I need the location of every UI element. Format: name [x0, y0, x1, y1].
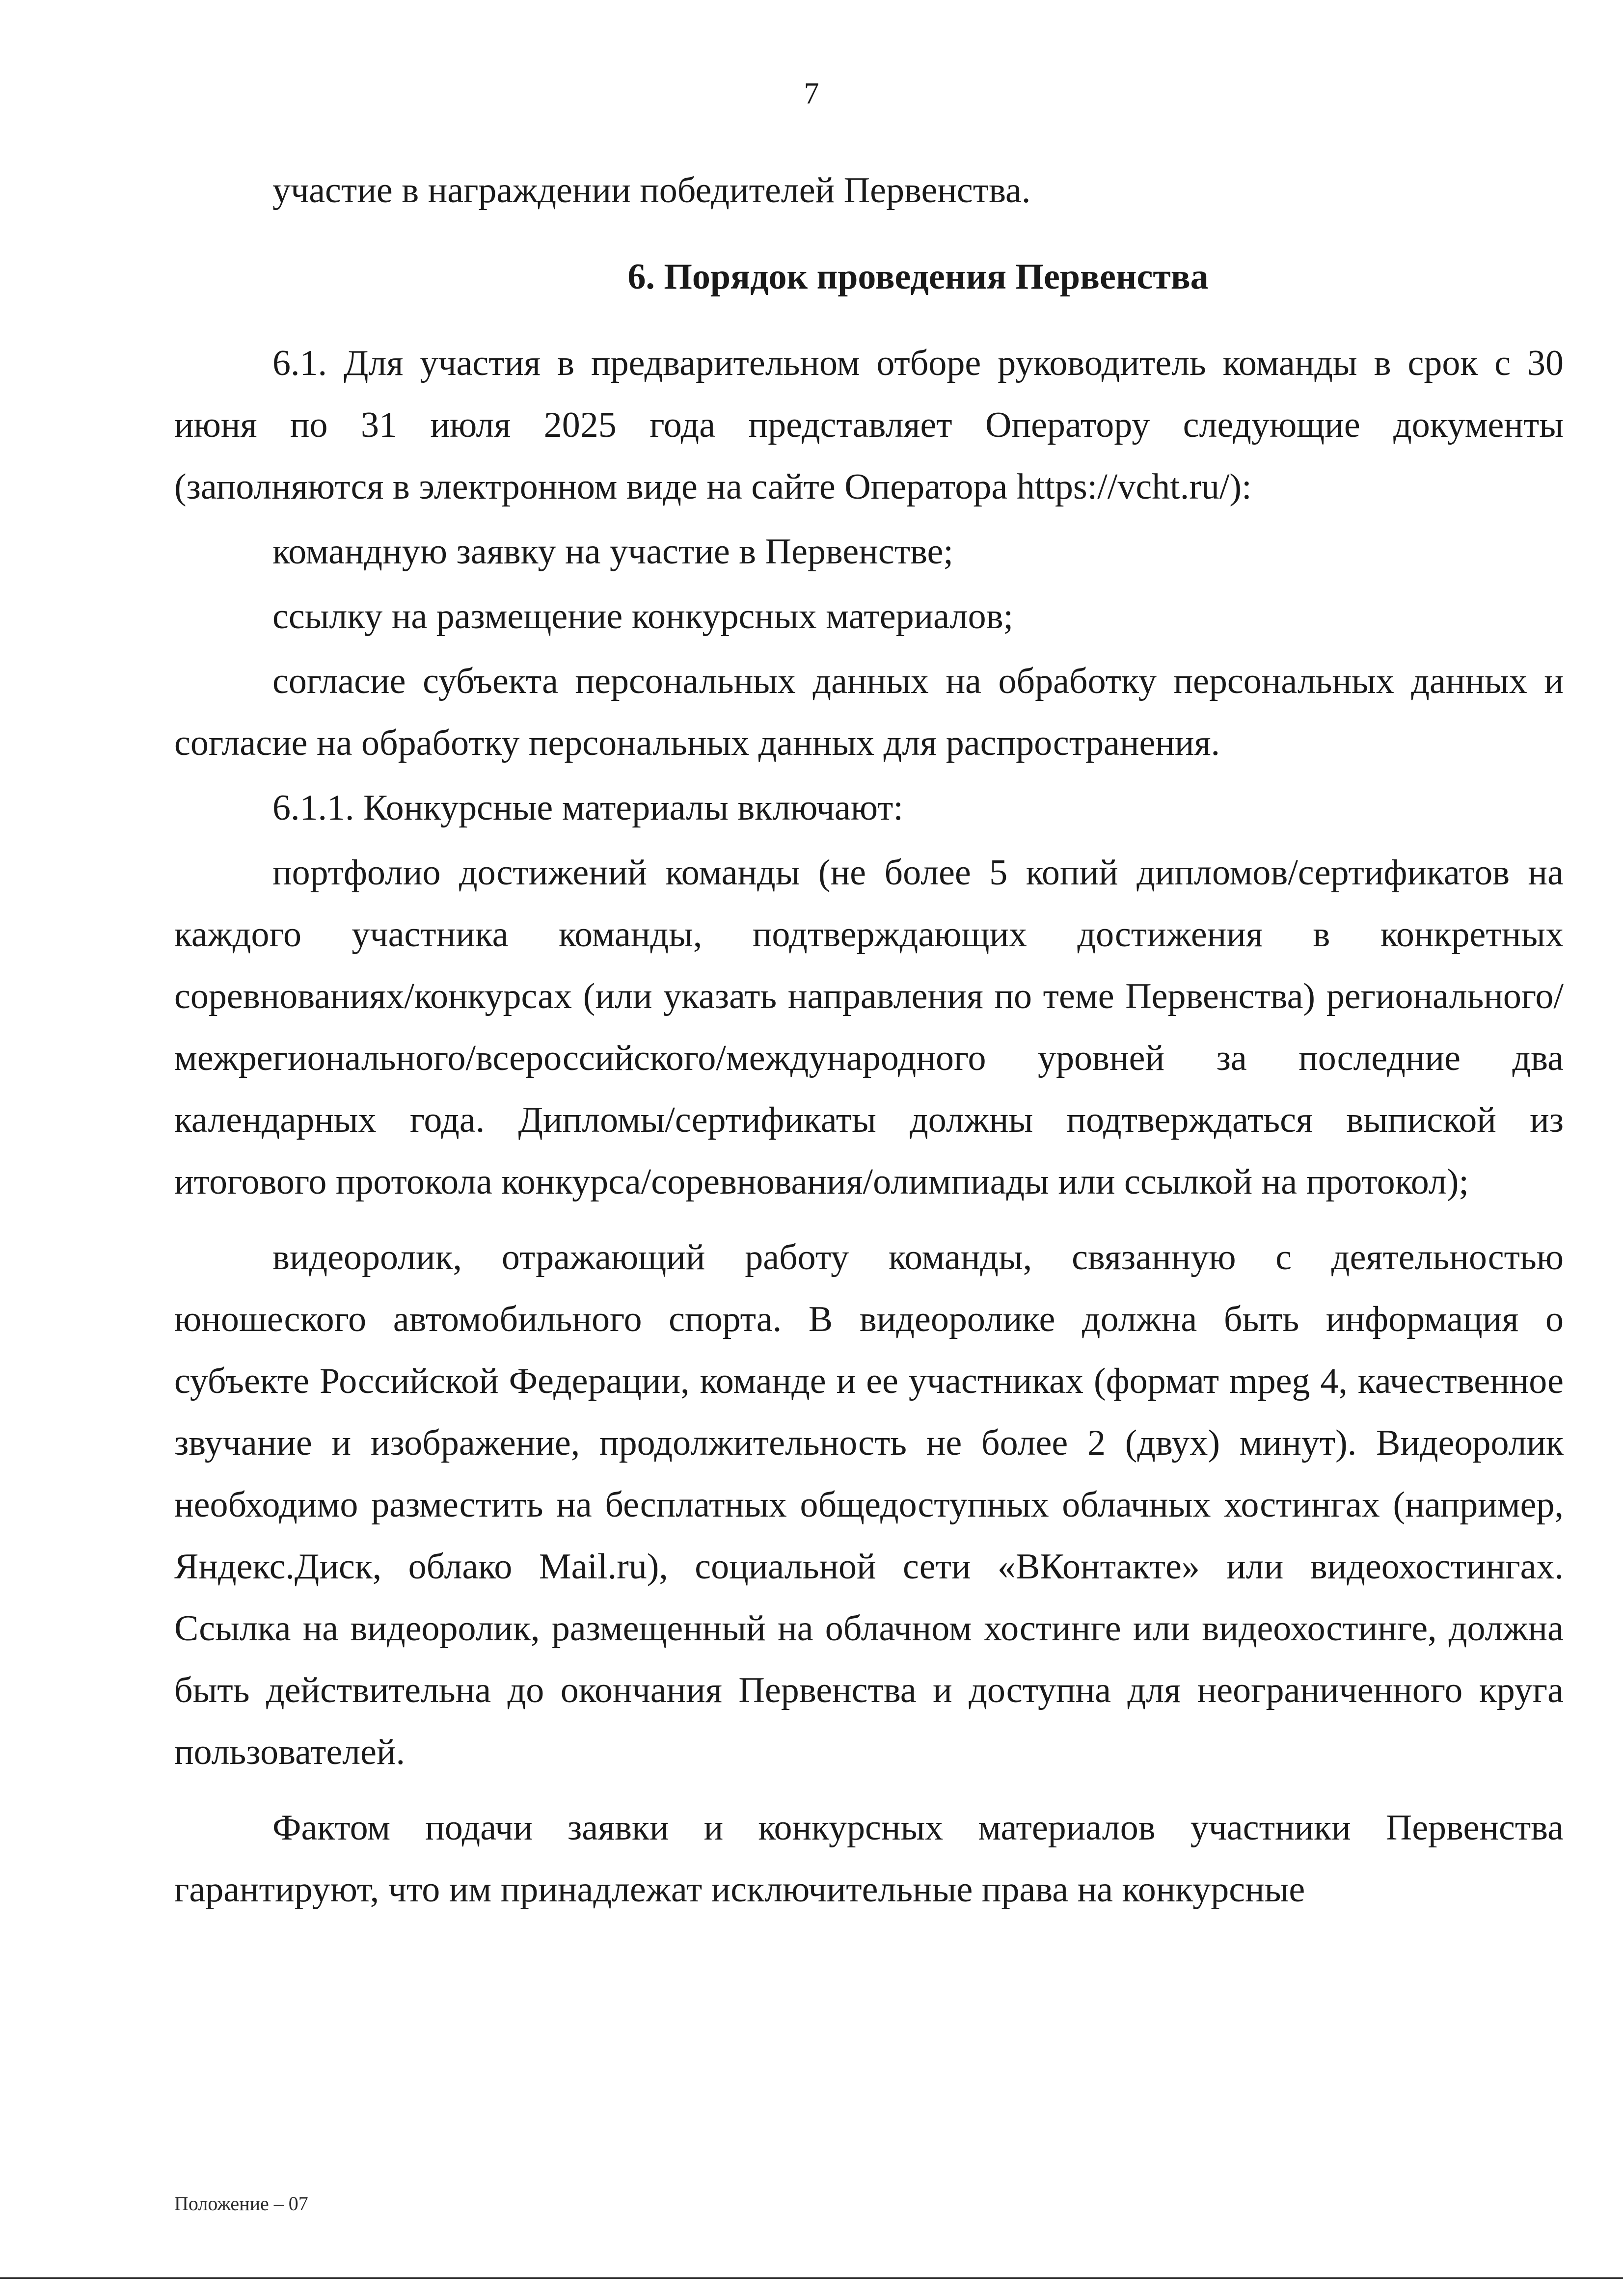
- page-bottom-divider: [0, 2277, 1623, 2279]
- list-item-portfolio: портфолио достижений команды (не более 5 копий дипломов/сертификатов на каждого участника команды, подтверждающих достижения в конкретных соревнованиях/конкурсах (или указать направления по теме Первенства) регионального/межрегионального/всероссийского/международного уровней за последние два календарных года. Дипломы/сертификаты должны подтверждаться выпиской из итогового протокола конкурса/соревнования/олимпиады или ссылкой на протокол);: [174, 853, 1564, 1202]
- paragraph-rights-guarantee: Фактом подачи заявки и конкурсных материалов участники Первенства гарантируют, что им принадлежат исключительные права на конкурсные: [174, 1808, 1564, 1910]
- paragraph-6-1: 6.1. Для участия в предварительном отборе руководитель команды в срок с 30 июня по 31 июля 2025 года представляет Оператору следующие документы (заполняются в электронном виде на сайте Оператора https://vcht.ru/):: [174, 343, 1564, 507]
- page-number: 7: [804, 77, 819, 110]
- paragraph-6-1-1: 6.1.1. Конкурсные материалы включают:: [272, 788, 903, 828]
- list-item-video: видеоролик, отражающий работу команды, связанную с деятельностью юношеского автомобильного спорта. В видеоролике должна быть информация о субъекте Российской Федерации, команде и ее участниках (формат mpeg 4, качественное звучание и изображение, продолжительность не более 2 (двух) минут). Видеоролик необходимо разместить на бесплатных общедоступных облачных хостингах (например, Яндекс.Диск, облако Mail.ru), социальной сети «ВКонтакте» или видеохостингах. Ссылка на видеоролик, размещенный на облачном хостинге или видеохостинге, должна быть действительна до окончания Первенства и доступна для неограниченного круга пользователей.: [174, 1237, 1564, 1772]
- list-item-personal-data-consent: согласие субъекта персональных данных на обработку персональных данных и согласие на обработку персональных данных для распространения.: [174, 661, 1564, 763]
- paragraph-award-participation: участие в награждении победителей Первенства.: [272, 170, 1031, 211]
- list-item-materials-link: ссылку на размещение конкурсных материалов;: [272, 596, 1014, 637]
- section-title: 6. Порядок проведения Первенства: [627, 257, 1209, 297]
- footer-document-label: Положение – 07: [174, 2192, 308, 2215]
- list-item-team-application: командную заявку на участие в Первенстве;: [272, 532, 953, 572]
- document-body: [174, 160, 1564, 1921]
